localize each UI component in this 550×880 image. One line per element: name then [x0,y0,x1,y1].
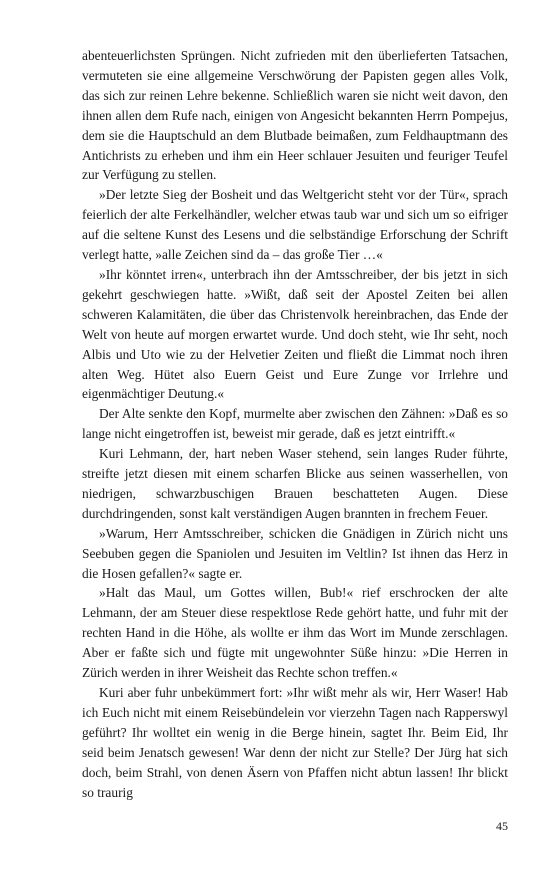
page-number: 45 [496,819,508,833]
paragraph-2: »Der letzte Sieg der Bosheit und das Weltgericht steht vor der Tür«, sprach feierlich der alte Ferkelhändler, welcher etwas taub war und sich um so eifriger auf die seltene Kunst des Lesens und die selbständige Erforschung der Schrift verlegt hatte, »alle Zeichen sind da – das große Tier …« [82,187,508,263]
paragraph-4: Der Alte senkte den Kopf, murmelte aber zwischen den Zähnen: »Daß es so lange nicht eingetroffen ist, beweist mir gerade, daß es jetzt eintrifft.« [82,406,508,442]
paragraph-1: abenteuerlichsten Sprüngen. Nicht zufrieden mit den überlieferten Tatsachen, vermuteten sie eine allgemeine Verschwörung der Papisten gegen alles Volk, das sich zur reinen Lehre bekenne. Schließlich waren sie nicht weit davon, den ihnen allen dem Rufe nach, einigen von Angesicht bekannten Herrn Pompejus, dem sie die Hauptschuld an dem Blutbade beimaßen, zum Feldhauptmann des Antichrists zu erheben und ihm ein Heer schlauer Jesuiten und feuriger Teufel zur Verfügung zu stellen. [82,48,508,183]
paragraph-3: »Ihr könntet irren«, unterbrach ihn der Amtsschreiber, der bis jetzt in sich gekehrt geschwiegen hatte. »Wißt, daß seit der Apostel Zeiten bei allen schweren Kalamitäten, die über das Christenvolk hereinbrachen, das Ende der Welt von heute auf morgen erwartet wurde. Und doch steht, wie Ihr seht, noch Albis und Uto wie zu der Helvetier Zeiten und fließt die Limmat noch ihren alten Weg. Hütet also Euern Geist und Eure Zunge vor Irrlehre und eigenmächtiger Deutung.« [82,266,508,402]
body-text [82,46,508,802]
paragraph-7: »Halt das Maul, um Gottes willen, Bub!« rief erschrocken der alte Lehmann, der am Steuer diese respektlose Rede gehört hatte, und fuhr mit der rechten Hand in die Höhe, als wollte er ihm das Wort im Munde zerschlagen. Aber er faßte sich und fügte mit ungewohnter Süße hinzu: »Die Herren in Zürich werden in ihrer Weisheit das Rechte schon treffen.« [82,585,508,681]
paragraph-8: Kuri aber fuhr unbekümmert fort: »Ihr wißt mehr als wir, Herr Waser! Hab ich Euch nicht mit einem Reisebündelein vor vierzehn Tagen nach Rapperswyl geführt? Ihr wolltet ein wenig in die Berge hinein, sagtet Ihr. Beim Eid, Ihr seid beim Jenatsch gewesen! War denn der nicht zur Stelle? Der Jürg hat sich doch, beim Strahl, von denen Äsern von Pfaffen nicht abtun lassen! Ihr blickt so traurig [82,685,508,800]
paragraph-5: Kuri Lehmann, der, hart neben Waser stehend, sein langes Ruder führte, streifte jetzt diesen mit einem scharfen Blicke aus seinen wasserhellen, von niedrigen, schwarzbuschigen Brauen beschatteten Augen. Diese durchdringenden, sonst kalt verständigen Augen brannten in frechem Feuer. [82,446,508,521]
paragraph-6: »Warum, Herr Amtsschreiber, schicken die Gnädigen in Zürich nicht uns Seebuben gegen die Spaniolen und Jesuiten im Veltlin? Ist ihnen das Herz in die Hosen gefallen?« sagte er. [82,525,508,581]
